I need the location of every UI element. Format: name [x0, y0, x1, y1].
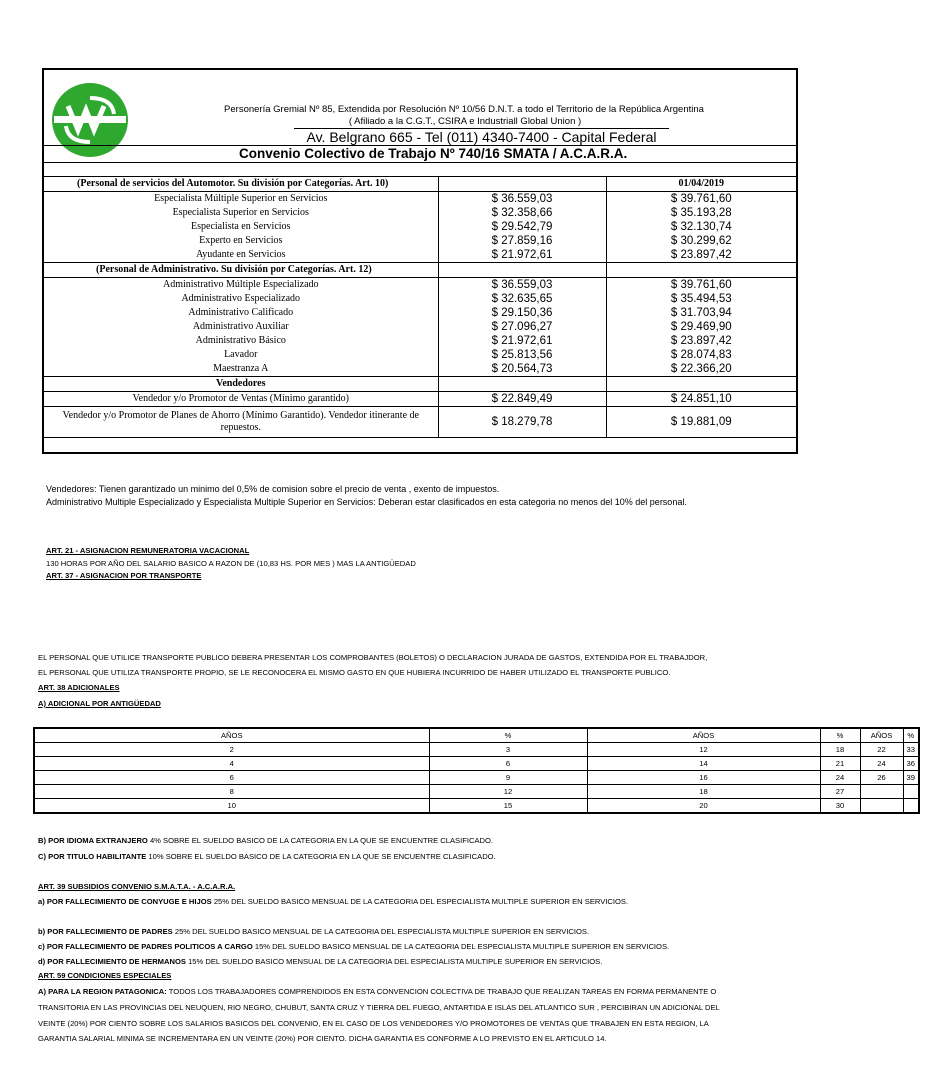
table-row	[44, 334, 796, 348]
column-header: %	[429, 728, 587, 743]
salary-value-cell: $ 32.358,66	[438, 206, 606, 220]
art39-b-text: 25% DEL SUELDO BASICO MENSUAL DE LA CATEGORIA DEL ESPECIALISTA MULTIPLE SUPERIOR EN SERVICIOS.	[172, 927, 590, 936]
table-cell: 6	[34, 771, 429, 785]
table-row	[44, 392, 796, 407]
art39-title: ART. 39 SUBSIDIOS CONVENIO S.M.A.T.A. - A.C.A.R.A.	[38, 882, 236, 891]
salary-value-cell: $ 27.096,27	[438, 320, 606, 334]
category-cell: Especialista en Servicios	[191, 221, 291, 232]
art21-text: 130 HORAS POR AÑO DEL SALARIO BASICO A RAZON DE (10,83 HS. POR MES ) MAS LA ANTIGÜEDAD	[46, 559, 416, 568]
table-cell: 18	[820, 743, 860, 757]
note-vendedores: Vendedores: Tienen garantizado un minimo del 0,5% de comision sobre el precio de venta , exento de impuestos.	[46, 484, 500, 494]
table-row	[34, 771, 919, 785]
table-header-row	[34, 728, 919, 743]
table-row	[34, 785, 919, 799]
table-row	[44, 206, 796, 220]
art59-a-text: TODOS LOS TRABAJADORES COMPRENDIDOS EN ESTA CONVENCION COLECTIVA DE TRABAJO QUE REALIZAN TAREAS EN FORMA PERMANENTE O	[166, 987, 717, 996]
art39-a-text: 25% DEL SUELDO BASICO MENSUAL DE LA CATEGORIA DEL ESPECIALISTA MULTIPLE SUPERIOR EN SERVICIOS.	[211, 897, 629, 906]
table-cell: 2	[34, 743, 429, 757]
salary-value-cell: $ 31.703,94	[606, 306, 796, 320]
category-cell: Administrativo Múltiple Especializado	[162, 279, 319, 290]
art38-c	[38, 852, 496, 861]
salary-table	[44, 176, 796, 438]
table-cell: 3	[429, 743, 587, 757]
art38-subtitle: A) ADICIONAL POR ANTIGÜEDAD	[38, 699, 161, 708]
table-cell: 21	[820, 757, 860, 771]
table-cell: 33	[903, 743, 919, 757]
category-cell: Vendedor y/o Promotor de Planes de Ahorro (Mínimo Garantido). Vendedor itinerante de repuestos.	[44, 407, 438, 438]
table-cell: 39	[903, 771, 919, 785]
column-header: AÑOS	[34, 728, 429, 743]
table-cell	[860, 799, 903, 814]
art39-b-label: b) POR FALLECIMIENTO DE PADRES	[38, 927, 173, 936]
table-row	[34, 799, 919, 814]
art39-d-text: 15% DEL SUELDO BASICO MENSUAL DE LA CATEGORIA DEL ESPECIALISTA MULTIPLE SUPERIOR EN SERVICIOS.	[185, 957, 603, 966]
table-row	[44, 220, 796, 234]
salary-value-cell: $ 35.494,53	[606, 292, 796, 306]
section-administrativo: (Personal de Administrativo. Su división por Categorías. Art. 12)	[44, 263, 438, 278]
table-cell: 16	[587, 771, 820, 785]
column-header: AÑOS	[587, 728, 820, 743]
table-cell: 24	[820, 771, 860, 785]
table-cell: 18	[587, 785, 820, 799]
art38-title: ART. 38 ADICIONALES	[38, 683, 120, 692]
table-cell: 15	[429, 799, 587, 814]
art39-c-text: 15% DEL SUELDO BASICO MENSUAL DE LA CATEGORIA DEL ESPECIALISTA MULTIPLE SUPERIOR EN SERVICIOS.	[252, 942, 670, 951]
table-row	[34, 757, 919, 771]
art38-c-text: 10% SOBRE EL SUELDO BASICO DE LA CATEGORIA EN LA QUE SE ENCUENTRE CLASIFICADO.	[146, 852, 496, 861]
salary-value-cell: $ 22.849,49	[438, 392, 606, 407]
date-header: 01/04/2019	[606, 177, 796, 192]
category-cell: Maestranza A	[213, 363, 269, 374]
table-row	[44, 192, 796, 207]
table-cell: 26	[860, 771, 903, 785]
salary-value-cell: $ 22.366,20	[606, 362, 796, 377]
art38-b-text: 4% SOBRE EL SUELDO BASICO DE LA CATEGORIA EN LA QUE SE ENCUENTRE CLASIFICADO.	[147, 836, 494, 845]
section-vendedores: Vendedores	[44, 377, 438, 392]
category-cell: Administrativo Auxiliar	[192, 321, 289, 332]
salary-value-cell: $ 29.469,90	[606, 320, 796, 334]
table-row	[44, 320, 796, 334]
art39-c-label: c) POR FALLECIMIENTO DE PADRES POLITICOS A CARGO	[38, 942, 253, 951]
column-header: %	[820, 728, 860, 743]
table-row	[44, 348, 796, 362]
salary-value-cell: $ 20.564,73	[438, 362, 606, 377]
art59-line-4: GARANTIA SALARIAL MINIMA SE INCREMENTARA EN UN VEINTE (20%) POR CIENTO. DICHA GARANTIA ES CONFORME A LO PREVISTO EN EL ARTICULO 14.	[38, 1034, 607, 1043]
art38-b-label: B) POR IDIOMA EXTRANJERO	[38, 836, 148, 845]
art38-b	[38, 836, 493, 845]
table-row	[44, 306, 796, 320]
art38-c-label: C) POR TITULO HABILITANTE	[38, 852, 147, 861]
salary-value-cell: $ 29.150,36	[438, 306, 606, 320]
header-address: Av. Belgrano 665 - Tel (011) 4340-7400 - Capital Federal	[294, 128, 669, 146]
table-cell: 9	[429, 771, 587, 785]
table-cell	[903, 799, 919, 814]
table-cell: 6	[429, 757, 587, 771]
header-personeria: Personería Gremial Nº 85, Extendida por Resolución Nº 10/56 D.N.T. a todo el Territorio de la República Argentina	[224, 104, 704, 115]
header-afiliado: ( Afiliado a la C.G.T., CSIRA e Industriall Global Union )	[348, 116, 582, 127]
table-cell: 30	[820, 799, 860, 814]
table-row	[44, 292, 796, 306]
category-cell: Vendedor y/o Promotor de Ventas (Mínimo garantido)	[44, 392, 438, 407]
category-cell: Especialista Múltiple Superior en Servicios	[154, 193, 328, 204]
table-cell: 10	[34, 799, 429, 814]
table-cell: 12	[587, 743, 820, 757]
salary-value-cell: $ 39.761,60	[606, 278, 796, 293]
table-row	[44, 248, 796, 263]
table-cell: 27	[820, 785, 860, 799]
table-cell: 12	[429, 785, 587, 799]
table-cell: 8	[34, 785, 429, 799]
salary-value-cell: $ 19.881,09	[606, 407, 796, 438]
salary-value-cell: $ 39.761,60	[606, 192, 796, 207]
table-cell: 36	[903, 757, 919, 771]
table-cell	[903, 785, 919, 799]
salary-value-cell: $ 25.813,56	[438, 348, 606, 362]
salary-value-cell: $ 35.193,28	[606, 206, 796, 220]
table-cell	[860, 785, 903, 799]
column-header: AÑOS	[860, 728, 903, 743]
header-convenio: Convenio Colectivo de Trabajo Nº 740/16 SMATA / A.C.A.R.A.	[239, 146, 628, 161]
salary-value-cell: $ 36.559,03	[438, 192, 606, 207]
table-row	[44, 407, 796, 438]
table-row	[44, 263, 796, 278]
salary-value-cell: $ 36.559,03	[438, 278, 606, 293]
salary-value-cell: $ 32.130,74	[606, 220, 796, 234]
art39-a-label: a) POR FALLECIMIENTO DE CONYUGE E HIJOS	[38, 897, 212, 906]
art21-title: ART. 21 - ASIGNACION REMUNERATORIA VACACIONAL	[46, 546, 250, 555]
salary-value-cell: $ 24.851,10	[606, 392, 796, 407]
art59-title: ART. 59 CONDICIONES ESPECIALES	[38, 971, 172, 980]
art39-c	[38, 942, 669, 951]
art37-title: ART. 37 - ASIGNACION POR TRANSPORTE	[46, 571, 202, 580]
table-row	[44, 234, 796, 248]
table-row	[44, 362, 796, 377]
table-cell: 22	[860, 743, 903, 757]
category-cell: Lavador	[224, 349, 258, 360]
salary-value-cell: $ 32.635,65	[438, 292, 606, 306]
category-cell: Especialista Superior en Servicios	[172, 207, 309, 218]
category-cell: Experto en Servicios	[199, 235, 283, 246]
table-cell: 4	[34, 757, 429, 771]
note-administrativo: Administrativo Multiple Especializado y Especialista Multiple Superior en Servicios: Deberan estar clasificados en esta categoria no menos del 10% del personal.	[46, 497, 687, 507]
header-box	[42, 68, 798, 454]
salary-value-cell: $ 27.859,16	[438, 234, 606, 248]
table-cell: 20	[587, 799, 820, 814]
art39-b	[38, 927, 589, 936]
art39-d	[38, 957, 602, 966]
column-header: %	[903, 728, 919, 743]
table-row	[44, 377, 796, 392]
art39-a	[38, 897, 628, 906]
salary-value-cell: $ 23.897,42	[606, 248, 796, 263]
antiguedad-table	[33, 727, 920, 814]
salary-value-cell: $ 30.299,62	[606, 234, 796, 248]
art59-line-1	[38, 987, 716, 996]
header-convenio-row	[44, 145, 796, 163]
table-cell: 24	[860, 757, 903, 771]
category-cell: Administrativo Básico	[195, 335, 286, 346]
table-row	[44, 177, 796, 192]
category-cell: Ayudante en Servicios	[195, 249, 286, 260]
salary-value-cell: $ 21.972,61	[438, 334, 606, 348]
category-cell: Administrativo Calificado	[188, 307, 294, 318]
salary-value-cell: $ 29.542,79	[438, 220, 606, 234]
table-row	[34, 743, 919, 757]
table-row	[44, 278, 796, 293]
salary-value-cell: $ 21.972,61	[438, 248, 606, 263]
art37-text-2: EL PERSONAL QUE UTILIZA TRANSPORTE PROPIO, SE LE RECONOCERA EL MISMO GASTO EN QUE HUBIERA INCURRIDO DE HABER UTILIZADO EL TRANSPORTE PUBLICO.	[38, 668, 671, 677]
table-cell: 14	[587, 757, 820, 771]
art59-line-3: VEINTE (20%) POR CIENTO SOBRE LOS SALARIOS BASICOS DEL CONVENIO, EN EL CASO DE LOS VENDEDORES Y/O PROMOTORES DE VENTAS QUE TRABAJEN EN ESTA REGION, LA	[38, 1019, 709, 1028]
category-cell: Administrativo Especializado	[181, 293, 301, 304]
art39-d-label: d) POR FALLECIMIENTO DE HERMANOS	[38, 957, 186, 966]
section-servicios: (Personal de servicios del Automotor. Su división por Categorías. Art. 10)	[44, 177, 438, 192]
art59-line-2: TRANSITORIA EN LAS PROVINCIAS DEL NEUQUEN, RIO NEGRO, CHUBUT, SANTA CRUZ Y TIERRA DEL FUEGO, ANTARTIDA E ISLAS DEL ATLANTICO SUR , PERCIBIRAN UN ADICIONAL DEL	[38, 1003, 720, 1012]
salary-value-cell: $ 28.074,83	[606, 348, 796, 362]
art37-text-1: EL PERSONAL QUE UTILICE TRANSPORTE PUBLICO DEBERA PRESENTAR LOS COMPROBANTES (BOLETOS) O DECLARACION JURADA DE GASTOS, EXTENDIDA POR EL TRABAJDOR,	[38, 653, 708, 662]
salary-value-cell: $ 18.279,78	[438, 407, 606, 438]
art59-a-label: A) PARA LA REGION PATAGONICA:	[38, 987, 167, 996]
salary-value-cell: $ 23.897,42	[606, 334, 796, 348]
